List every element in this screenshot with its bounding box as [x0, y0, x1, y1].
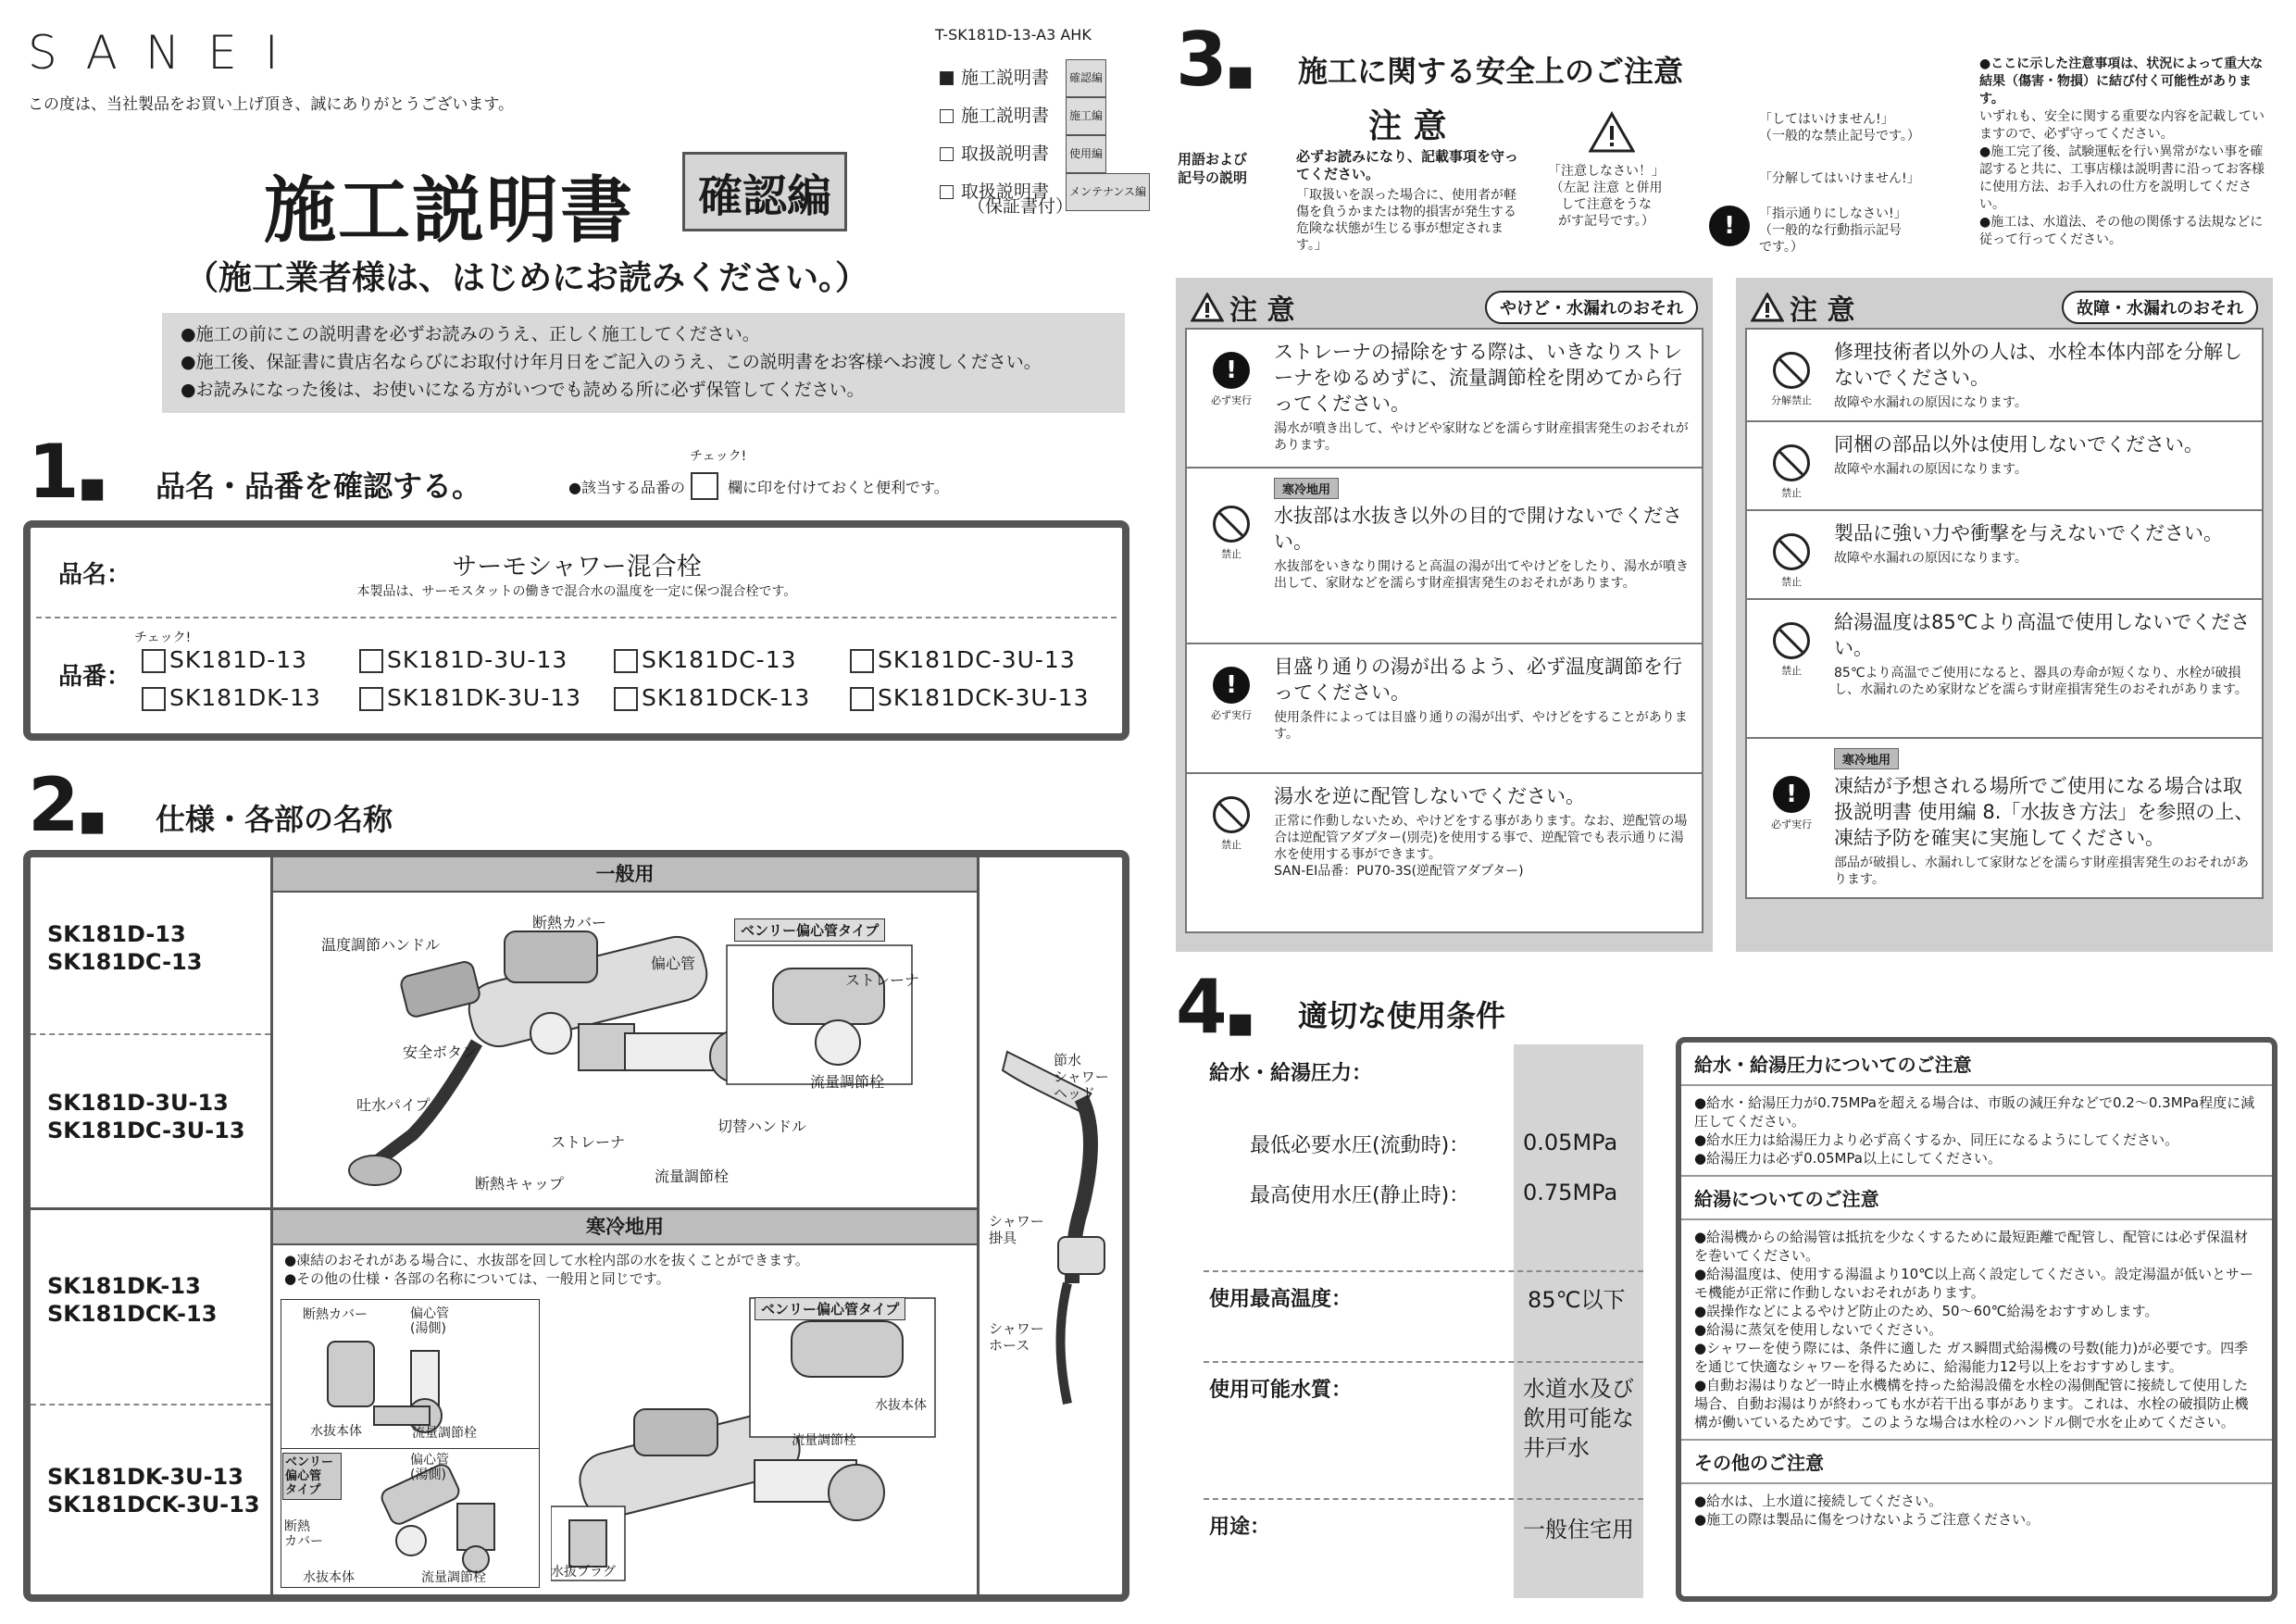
- model-grid: [142, 646, 1123, 711]
- doc-label: 取扱説明書: [961, 144, 1050, 164]
- label-insul: 断熱カバー: [532, 914, 607, 931]
- model-number: SK181DCK-3U-13: [878, 684, 1090, 711]
- must-do-icon: !: [1213, 667, 1250, 704]
- section-4-number: 4■: [1176, 964, 1254, 1050]
- cold-label-flow-3: 流量調節栓: [792, 1433, 856, 1448]
- warranty-note: （保証書付）: [967, 196, 1074, 217]
- model-checkbox-item[interactable]: [850, 646, 1091, 673]
- checkbox-icon: [940, 185, 954, 199]
- prohibit-icon: [1773, 352, 1810, 389]
- caution-main: 給湯温度は85℃より高温で使用しないでください。: [1834, 611, 2251, 659]
- cold-label-insul: 断熱カバー: [303, 1307, 368, 1322]
- model-number: SK181DC-13: [642, 646, 797, 673]
- caution-main: 目盛り通りの湯が出るよう、必ず温度調節を行ってください。: [1274, 656, 1682, 704]
- doc-list-item: [940, 135, 1150, 173]
- intro-line: ●施工の前にこの説明書を必ずお読みのうえ、正しく施工してください。: [181, 324, 760, 344]
- use-label: 用途：: [1209, 1516, 1271, 1539]
- checkbox-icon[interactable]: [614, 687, 638, 711]
- label-eccentric: 偏心管: [651, 955, 696, 972]
- intro-box: [162, 313, 1125, 413]
- page-title: 施工説明書: [264, 169, 635, 253]
- caution-main: 製品に強い力や衝撃を与えないでください。: [1834, 522, 2223, 544]
- cold-label-drain-2: 水抜本体: [303, 1570, 355, 1585]
- caution-item: [1187, 774, 1702, 931]
- caution-item: [1747, 739, 2262, 897]
- warning-triangle-icon: [1191, 293, 1224, 322]
- doc-label: 施工説明書: [961, 106, 1050, 126]
- model-number: SK181DC-3U-13: [878, 646, 1076, 673]
- model-checkbox-item[interactable]: [614, 684, 850, 711]
- prohibit-icon: [1773, 622, 1810, 659]
- caution-main: 水抜部は水抜き以外の目的で開けないでください。: [1274, 505, 1682, 553]
- caution-item: [1747, 422, 2262, 511]
- label-flow-2: 流量調節栓: [655, 1168, 730, 1185]
- icon-caption: 禁止: [1781, 665, 1802, 677]
- caution-item: [1187, 644, 1702, 774]
- section-4-title: 適切な使用条件: [1298, 998, 1506, 1033]
- general-header: 一般用: [273, 857, 977, 893]
- cold-header: 寒冷地用: [273, 1210, 977, 1245]
- product-box: [23, 520, 1129, 741]
- model-group-3: SK181DK-13 SK181DCK-13: [47, 1273, 218, 1327]
- label-strainer-2: ストレーナ: [551, 1133, 626, 1151]
- shower-column: [977, 857, 1122, 1594]
- sanei-logo: SANEI: [28, 26, 306, 80]
- model-group-2: SK181D-3U-13 SK181DC-3U-13: [47, 1090, 245, 1143]
- cold-area-chip: 寒冷地用: [1274, 478, 1339, 499]
- icon-caption: 禁止: [1781, 487, 1802, 499]
- note-pressure: 給水・給湯圧力についてのご注意 ●給水・給湯圧力が0.75MPaを超える場合は、市販の減圧弁などで0.2～0.3MPa程度に減圧してください。 ●給水圧力は給湯圧力より必ず高くするか、同圧になるようにしてください。 ●給湯圧力は必ず0.05MPa以上にしてください。: [1681, 1043, 2272, 1177]
- model-number: SK181DCK-13: [642, 684, 811, 711]
- doc-label: 取扱説明書: [961, 181, 1050, 202]
- hint-checkbox-icon: [691, 472, 718, 500]
- model-checkbox-item[interactable]: [359, 684, 614, 711]
- min-pressure-label: 最低必要水圧(流動時)：: [1250, 1134, 1470, 1157]
- doc-tag: 使用編: [1066, 135, 1106, 173]
- icon-caption: 禁止: [1221, 548, 1242, 560]
- product-name: サーモシャワー混合栓: [452, 553, 702, 581]
- cold-label-insul-2: 断熱 カバー: [284, 1519, 323, 1549]
- caution-sub: 85℃より高温でご使用になると、器具の寿命が短くなり、水栓が破損し、水漏れのため家財などを濡らす財産損害発生のおそれがあります。: [1834, 666, 2248, 697]
- prohibit-icon: [1213, 796, 1250, 833]
- cold-label-ecc: 偏心管 (湯側): [410, 1306, 449, 1336]
- hint-pre: ●該当する品番の: [568, 478, 685, 496]
- title-tag: 確認編: [682, 152, 847, 231]
- instruction-icon: !: [1709, 206, 1750, 246]
- doc-tag: 施工編: [1066, 97, 1106, 135]
- caution-main: 修理技術者以外の人は、水栓本体内部を分解しないでください。: [1834, 341, 2242, 389]
- icon-caption: 分解禁止: [1771, 394, 1812, 406]
- warning-triangle-icon: [1589, 111, 1635, 154]
- label-cap: 断熱キャップ: [475, 1175, 565, 1193]
- label-spout: 吐水パイプ: [356, 1096, 430, 1114]
- risk-pill: やけど・水漏れのおそれ: [1485, 291, 1698, 324]
- icon-caption: 必ず実行: [1771, 818, 1812, 831]
- general-panel: [273, 857, 977, 1207]
- caution-label: 注 意: [1229, 294, 1295, 327]
- icon-caption: 禁止: [1221, 839, 1242, 851]
- doc-tag: 確認編: [1066, 59, 1106, 97]
- checkbox-icon: [940, 71, 954, 85]
- doc-ref: T-SK181D-13-A3 AHK: [935, 26, 1092, 44]
- max-pressure-value: 0.75MPa: [1523, 1180, 1618, 1206]
- cold-label-flow: 流量調節栓: [412, 1426, 477, 1441]
- intro-line: ●施工後、保証書に貴店名ならびにお取付け年月日をご記入のうえ、この説明書をお客様へお渡しください。: [181, 352, 1042, 372]
- caution-sub: 故障や水漏れの原因になります。: [1834, 462, 2028, 477]
- model-checkbox-item[interactable]: [614, 646, 850, 673]
- cold-notes: ●凍結のおそれがある場合に、水抜部を回して水栓内部の水を抜くことができます。 ●その他の仕様・各部の名称については、一般用と同じです。: [284, 1252, 809, 1287]
- risk-pill: 故障・水漏れのおそれ: [2062, 291, 2258, 324]
- caution-main: 凍結が予想される場所でご使用になる場合は取扱説明書 使用編 8.「水抜き方法」を参照の上、凍結予防を確実に実施してください。: [1834, 775, 2254, 849]
- checkbox-icon[interactable]: [142, 649, 166, 673]
- min-pressure-value: 0.05MPa: [1523, 1130, 1618, 1156]
- cold-faucet-diagram: [551, 1293, 977, 1590]
- caution-sub: 故障や水漏れの原因になります。: [1834, 395, 2028, 410]
- cold-label-benry: ベンリー 偏心管 タイプ: [282, 1453, 342, 1500]
- temp-label: 使用最高温度：: [1209, 1288, 1353, 1311]
- caution-sub: 故障や水漏れの原因になります。: [1834, 551, 2028, 566]
- conditions-table: [1204, 1044, 1643, 1598]
- cold-label-plug: 水抜プラグ: [551, 1565, 616, 1580]
- caution-sub: 正常に作動しないため、やけどをする事があります。なお、逆配管の場合は逆配管アダプター(別売)を使用する事で、逆配管でも表示通りに湯水を使用する事ができます。 SAN-EI品番：PU70-3S(逆配管アダプター): [1274, 814, 1688, 879]
- caution-item: [1747, 600, 2262, 739]
- model-number: SK181DK-3U-13: [387, 684, 582, 711]
- model-group-1: SK181D-13 SK181DC-13: [47, 921, 203, 975]
- doc-tag: メンテナンス編: [1066, 173, 1150, 211]
- pressure-label: 給水・給湯圧力：: [1209, 1062, 1373, 1085]
- doc-label: 施工説明書: [961, 68, 1050, 88]
- section-2-title: 仕様・各部の名称: [156, 802, 393, 837]
- doc-list-item: [940, 97, 1150, 135]
- icon-caption: 必ず実行: [1211, 394, 1252, 406]
- checkbox-icon[interactable]: [359, 687, 383, 711]
- check-label: チェック!: [690, 449, 747, 464]
- legend-prohibit-desc: 「してはいけません!」 （一般的な禁止記号です。）: [1759, 112, 1920, 144]
- warning-triangle-icon: [1751, 293, 1784, 322]
- model-number: SK181D-3U-13: [387, 646, 568, 673]
- water-label: 使用可能水質：: [1209, 1379, 1353, 1402]
- model-group-4: SK181DK-3U-13 SK181DCK-3U-13: [47, 1464, 260, 1518]
- section-3-notes: ●ここに示した注意事項は、状況によって重大な結果（傷害・物損）に結び付く可能性があります。 いずれも、安全に関する重要な内容を記載していますので、必ず守ってください。 ●施工完了後、試験運転を行い異常がない事を確認すると共に、工事店様は説明書に沿ってお客様に使用方法、お手入れの仕方を説明してください。 ●施工は、水道法、その他の関係する法規などに従って行ってください。: [1979, 56, 2265, 247]
- thanks-text: この度は、当社製品をお買い上げ頂き、誠にありがとうございます。: [28, 95, 514, 114]
- cold-area-chip: 寒冷地用: [1834, 748, 1899, 769]
- cold-label-drain: 水抜本体: [310, 1424, 362, 1439]
- caution-sub: 使用条件によっては目盛り通りの湯が出ず、やけどをすることがあります。: [1274, 710, 1688, 742]
- checkbox-icon: [940, 109, 954, 123]
- notes-box: [1676, 1037, 2277, 1602]
- must-do-icon: !: [1773, 776, 1810, 813]
- prohibit-icon: [1773, 444, 1810, 481]
- model-number: SK181D-13: [169, 646, 308, 673]
- water-value: 水道水及び 飲用可能な 井戸水: [1523, 1376, 1634, 1461]
- temp-value: 85℃以下: [1528, 1287, 1626, 1313]
- model-label: 品番：: [58, 663, 131, 691]
- intro-line: ●お読みになった後は、お使いになる方がいつでも読める所に必ず保管してください。: [181, 380, 865, 400]
- hint-post: 欄に印を付けておくと便利です。: [727, 478, 949, 496]
- caution-box-burn: [1176, 278, 1713, 952]
- icon-caption: 禁止: [1781, 576, 1802, 588]
- model-checkbox-item[interactable]: [850, 684, 1091, 711]
- icon-caption: 必ず実行: [1211, 709, 1252, 721]
- cold-panel: [273, 1207, 977, 1594]
- section-1-title: 品名・品番を確認する。: [156, 468, 482, 504]
- legend-label: 用語および 記号の説明: [1178, 151, 1248, 186]
- note-hot-water: 給湯についてのご注意 ●給湯機からの給湯管は抵抗を少なくするために最短距離で配管し、配管には必ず保温材を巻いてください。 ●給湯温度は、使用する湯温より10℃以上高く設定してください。設定湯温が低いとサーモ機能が正常に作動しないおそれがあります。 ●誤操作などによるやけど防止のため、50～60℃給湯をおすすめします。 ●給湯に蒸気を使用しないでください。 ●シャワーを使う際には、条件に適した ガス瞬間式給湯機の号数(能力)が必要です。四季を通じて快適なシャワーを得るために、給湯能力12号以上をおすすめします。 ●自動お湯はりなど一時止水機構を持った給湯設備を水栓の湯側配管に接続して使用した場合、自動お湯はりが終わっても水が若干出る事があります。これは、水栓の破損防止機構が働いているためです。このような場合は水栓のハンドル側で水を止めてください。: [1681, 1177, 2272, 1441]
- caution-list: [1745, 328, 2264, 899]
- section-3-title: 施工に関する安全上のご注意: [1298, 54, 1684, 89]
- legend-caution: 注 意: [1368, 107, 1447, 145]
- must-do-icon: !: [1213, 352, 1250, 389]
- model-checkbox-item[interactable]: [142, 684, 359, 711]
- doc-list: [940, 59, 1150, 211]
- caution-main: ストレーナの掃除をする際は、いきなりストレーナをゆるめずに、流量調節栓を閉めてから行ってください。: [1274, 341, 1682, 415]
- use-value: 一般住宅用: [1523, 1517, 1634, 1543]
- cold-label-benry-2: ベンリー偏心管タイプ: [755, 1297, 905, 1320]
- caution-item: [1747, 511, 2262, 600]
- legend-caution-bold: 必ずお読みになり、記載事項を守ってください。: [1296, 148, 1519, 182]
- legend-triangle-desc: 「注意しなさい！」 （左記 注意 と併用 して注意をうな がす記号です。）: [1548, 164, 1665, 229]
- check-hint: [568, 472, 949, 500]
- caution-sub: 湯水が噴き出して、やけどや家財などを濡らす財産損害発生のおそれがあります。: [1274, 421, 1689, 453]
- checkbox-icon: [940, 147, 954, 161]
- model-number: SK181DK-13: [169, 684, 321, 711]
- model-checkbox-item[interactable]: [142, 646, 359, 673]
- product-label: 品名：: [58, 561, 131, 589]
- caution-item: [1187, 330, 1702, 468]
- shower-hook-label: シャワー 掛具: [989, 1213, 1044, 1246]
- caution-main: 同梱の部品以外は使用しないでください。: [1834, 433, 2203, 456]
- page-subtitle: （施工業者様は、はじめにお読みください。）: [185, 259, 869, 297]
- caution-item: [1187, 468, 1702, 644]
- product-note: 本製品は、サーモスタットの働きで混合水の温度を一定に保つ混合栓です。: [356, 584, 797, 599]
- doc-list-item: [940, 59, 1150, 97]
- model-column: [31, 857, 273, 1594]
- label-flow: 流量調節栓: [810, 1073, 885, 1091]
- section-2-number: 2■: [28, 762, 106, 848]
- caution-main: 湯水を逆に配管しないでください。: [1274, 785, 1585, 807]
- model-checkbox-item[interactable]: [359, 646, 614, 673]
- note-other: その他のご注意 ●給水は、上水道に接続してください。 ●施工の際は製品に傷をつけないようご注意ください。: [1681, 1441, 2272, 1536]
- label-safety: 安全ボタン: [403, 1043, 478, 1061]
- legend-caution-desc: 「取扱いを誤った場合に、使用者が軽傷を負うかまたは物的損害が発生する危険な状態が生じる事が想定されます。」: [1296, 188, 1516, 253]
- prohibit-icon: [1773, 533, 1810, 570]
- checkbox-icon[interactable]: [142, 687, 166, 711]
- caution-item: [1747, 330, 2262, 422]
- prohibit-icon: [1213, 506, 1250, 543]
- label-handle: 温度調節ハンドル: [321, 936, 441, 954]
- caution-list: [1185, 328, 1703, 933]
- legend-nodisassemble-desc: 「分解してはいけません!」: [1759, 171, 1920, 186]
- caution-label: 注 意: [1790, 294, 1855, 327]
- section-3-number: 3■: [1176, 17, 1254, 103]
- caution-box-damage: [1736, 278, 2273, 952]
- spec-box: [23, 850, 1129, 1602]
- label-benry: ベンリー偏心管タイプ: [734, 918, 885, 942]
- caution-sub: 水抜部をいきなり開けると高温の湯が出てやけどをしたり、湯水が噴き出して、家財などを濡らす財産損害発生のおそれがあります。: [1274, 559, 1689, 591]
- shower-head-label: 節水 シャワー ヘッド: [1054, 1052, 1109, 1102]
- check-label-2: チェック!: [134, 631, 192, 645]
- checkbox-icon[interactable]: [850, 687, 874, 711]
- label-switch: 切替ハンドル: [718, 1118, 807, 1135]
- shower-hose-label: シャワー ホース: [989, 1320, 1044, 1354]
- checkbox-icon[interactable]: [850, 649, 874, 673]
- legend-instruction-desc: 「指示通りにしなさい!」 （一般的な行動指示記号 です。）: [1759, 206, 1907, 255]
- caution-sub: 部品が破損し、水漏れして家財などを濡らす財産損害発生のおそれがあります。: [1834, 856, 2249, 887]
- cold-label-ecc-2: 偏心管 (湯側): [410, 1453, 449, 1482]
- label-strainer: ストレーナ: [845, 971, 920, 989]
- checkbox-icon[interactable]: [359, 649, 383, 673]
- section-1-number: 1■: [28, 429, 106, 515]
- cold-label-drain-3: 水抜本体: [875, 1398, 927, 1413]
- max-pressure-label: 最高使用水圧(静止時)：: [1250, 1184, 1470, 1207]
- cold-label-flow-2: 流量調節栓: [421, 1570, 486, 1585]
- checkbox-icon[interactable]: [614, 649, 638, 673]
